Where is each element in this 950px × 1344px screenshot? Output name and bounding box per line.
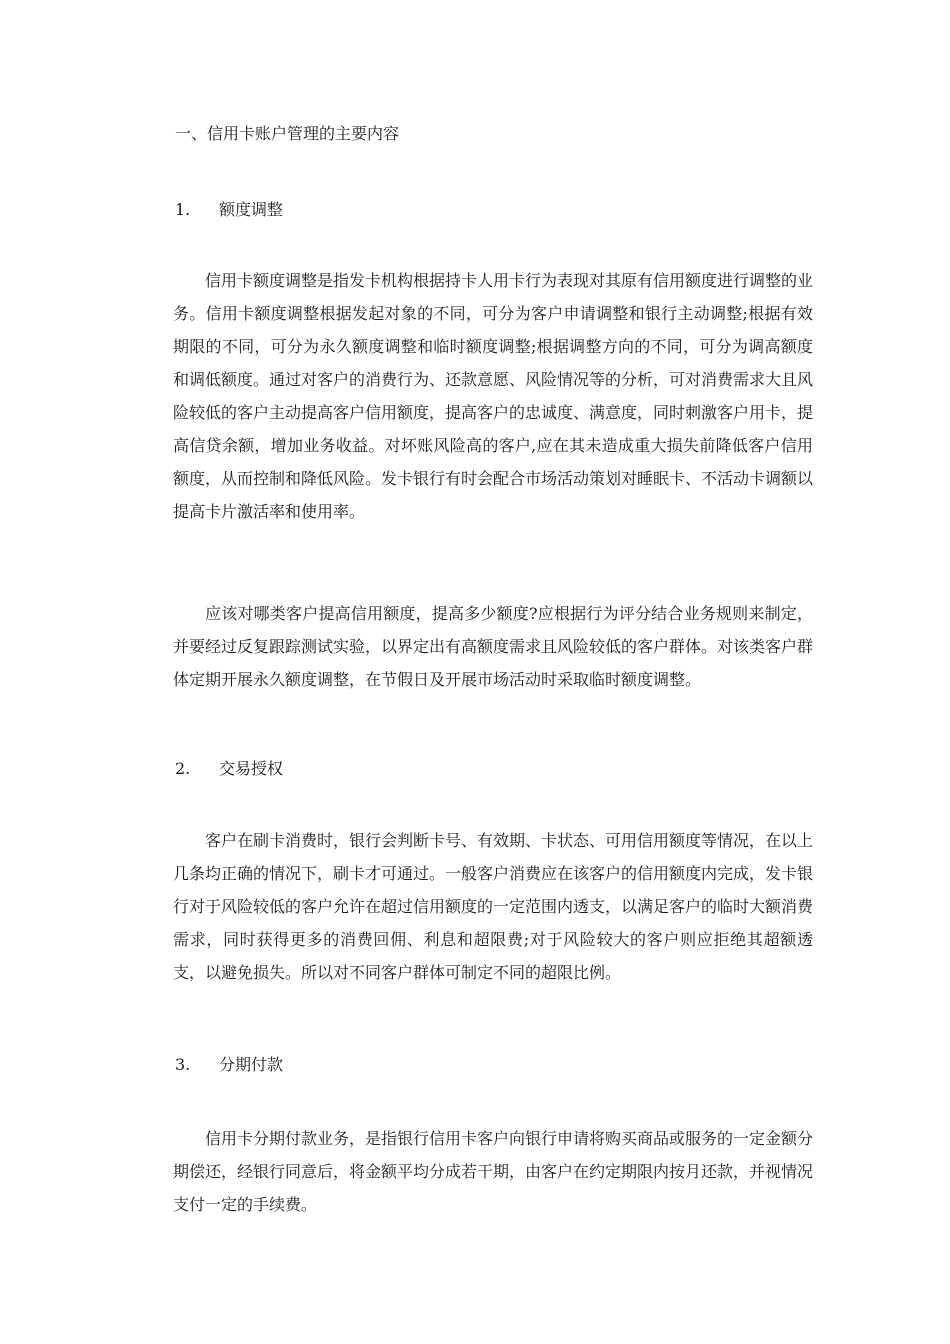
- item-heading-2: [175, 759, 283, 779]
- paragraph: 应该对哪类客户提高信用额度，提高多少额度?应根据行为评分结合业务规则来制定，并要经过反复跟踪测试实验，以界定出有高额度需求且风险较低的客户群体。对该类客户群体定期开展永久额度调整，在节假日及开展市场活动时采取临时额度调整。: [173, 604, 814, 689]
- item-heading-3: [175, 1055, 283, 1075]
- item-heading-1: [175, 200, 283, 220]
- paragraph: 信用卡额度调整是指发卡机构根据持卡人用卡行为表现对其原有信用额度进行调整的业务。信用卡额度调整根据发起对象的不同，可分为客户申请调整和银行主动调整;根据有效期限的不同，可分为永久额度调整和临时额度调整;根据调整方向的不同，可分为调高额度和调低额度。通过对客户的消费行为、还款意愿、风险情况等的分析，可对消费需求大且风险较低的客户主动提高客户信用额度，提高客户的忠诚度、满意度，同时刺激客户用卡，提高信贷余额，增加业务收益。对坏账风险高的客户,应在其未造成重大损失前降低客户信用额度，从而控制和降低风险。发卡银行有时会配合市场活动策划对睡眠卡、不活动卡调额以提高卡片激活率和使用率。: [173, 271, 814, 521]
- paragraph: 信用卡分期付款业务，是指银行信用卡客户向银行申请将购买商品或服务的一定金额分期偿还，经银行同意后，将金额平均分成若干期，由客户在约定期限内按月还款，并视情况支付一定的手续费。: [173, 1129, 814, 1214]
- item-number: 3.: [175, 1055, 191, 1074]
- section-title: 一、信用卡账户管理的主要内容: [175, 124, 400, 143]
- item-number: 2.: [175, 759, 191, 778]
- paragraph: 客户在刷卡消费时，银行会判断卡号、有效期、卡状态、可用信用额度等情况，在以上几条均正确的情况下，刷卡才可通过。一般客户消费应在该客户的信用额度内完成，发卡银行对于风险较低的客户允许在超过信用额度的一定范围内透支，以满足客户的临时大额消费需求，同时获得更多的消费回佣、利息和超限费;对于风险较大的客户则应拒绝其超额透支，以避免损失。所以对不同客户群体可制定不同的超限比例。: [173, 831, 814, 982]
- item-title: 分期付款: [219, 1055, 284, 1074]
- item-number: 1.: [175, 200, 191, 219]
- item-title: 额度调整: [219, 200, 284, 219]
- item-title: 交易授权: [219, 759, 284, 778]
